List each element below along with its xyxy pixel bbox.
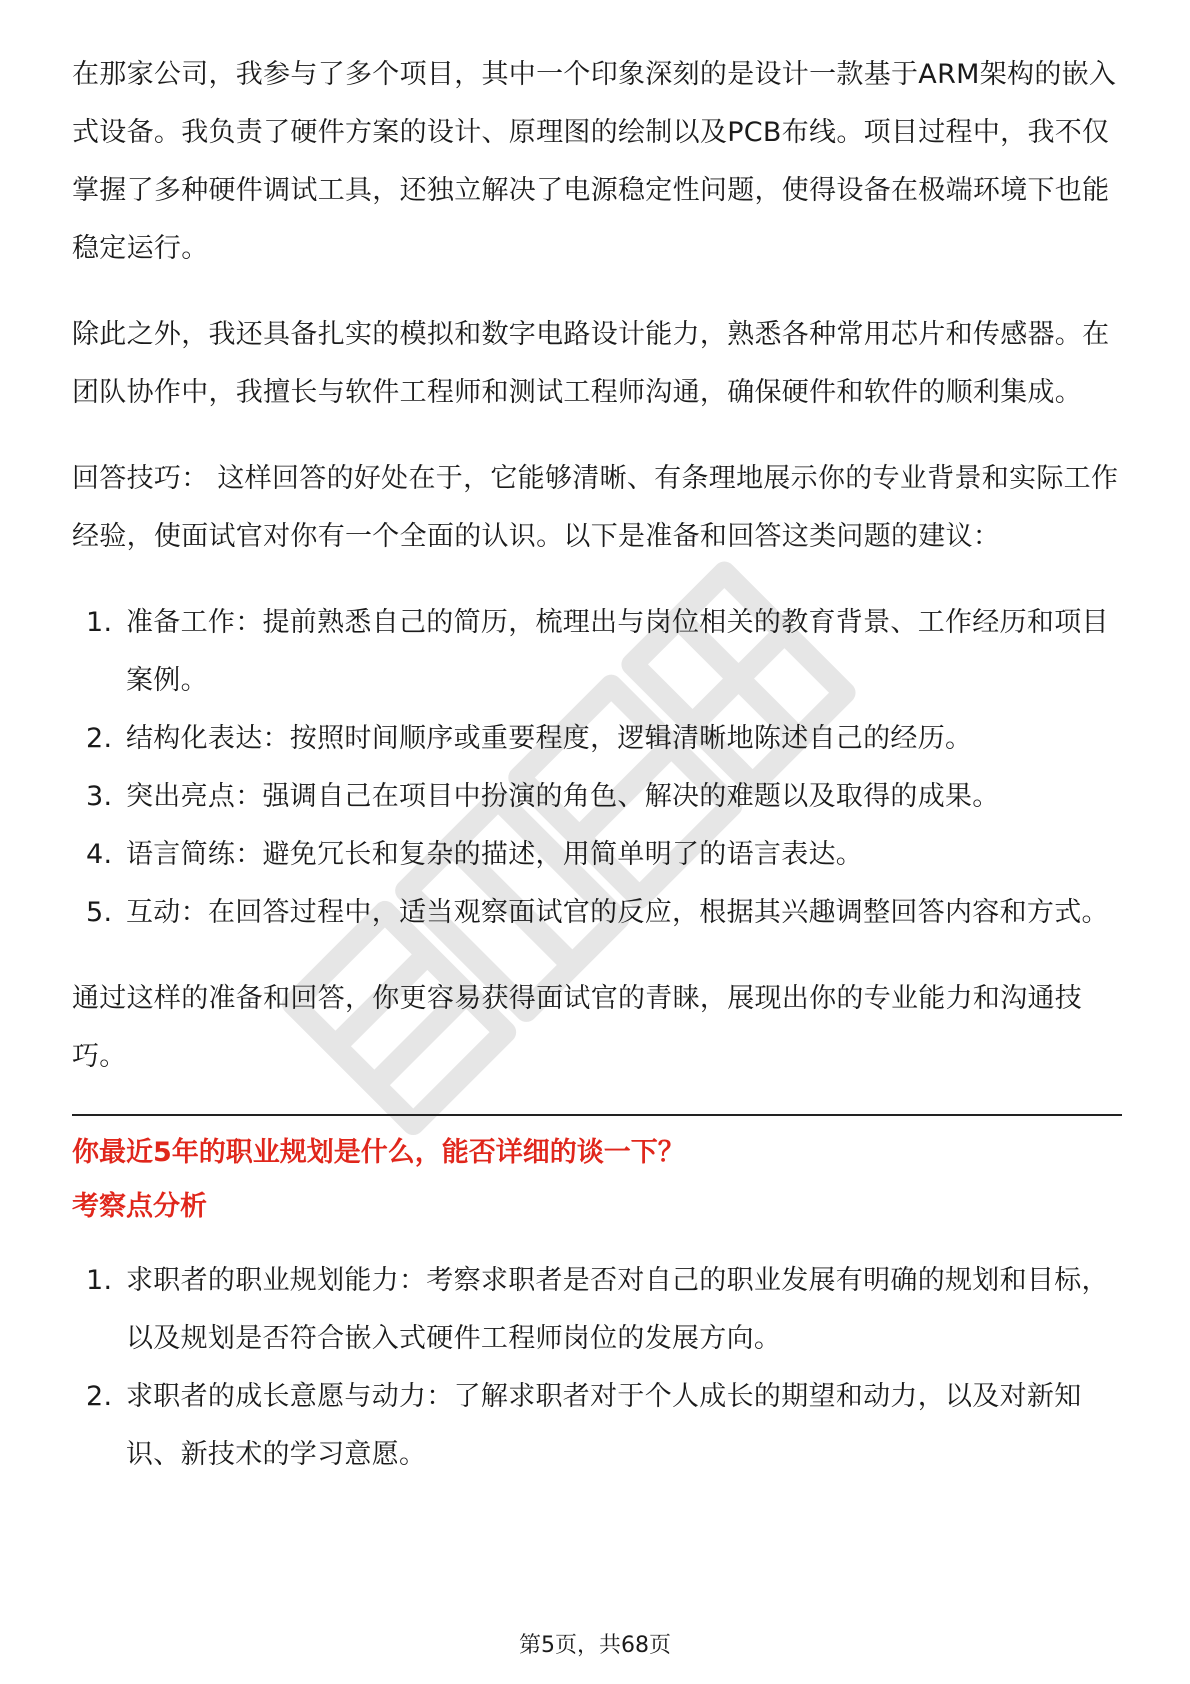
list-text: 准备工作：提前熟悉自己的简历，梳理出与岗位相关的教育背景、工作经历和项目案例。 <box>126 607 1109 696</box>
list-number: 1. <box>86 607 113 638</box>
page-number-footer: 第5页，共68页 <box>519 1633 671 1658</box>
list-text: 语言简练：避免冗长和复杂的描述，用简单明了的语言表达。 <box>126 839 864 870</box>
question-heading: 你最近5年的职业规划是什么，能否详细的谈一下？ <box>72 1137 685 1168</box>
section-divider <box>72 1114 1122 1116</box>
list-text: 突出亮点：强调自己在项目中扮演的角色、解决的难题以及取得的成果。 <box>126 781 1000 812</box>
list-item <box>72 768 1122 826</box>
list-text: 互动：在回答过程中，适当观察面试官的反应，根据其兴趣调整回答内容和方式。 <box>126 897 1109 928</box>
analysis-heading: 考察点分析 <box>72 1191 207 1222</box>
list-item <box>72 826 1122 884</box>
list-item <box>72 1252 1122 1368</box>
paragraph-closing: 通过这样的准备和回答，你更容易获得面试官的青睐，展现出你的专业能力和沟通技巧。 <box>72 983 1083 1072</box>
list-item <box>72 884 1122 942</box>
paragraph-answer-tips: 回答技巧： 这样回答的好处在于，它能够清晰、有条理地展示你的专业背景和实际工作经验，使面试官对你有一个全面的认识。以下是准备和回答这类问题的建议： <box>72 463 1119 552</box>
list-number: 3. <box>86 781 113 812</box>
list-item <box>72 1368 1122 1484</box>
list-text: 求职者的职业规划能力：考察求职者是否对自己的职业发展有明确的规划和目标，以及规划是否符合嵌入式硬件工程师岗位的发展方向。 <box>126 1265 1109 1354</box>
list-text: 求职者的成长意愿与动力：了解求职者对于个人成长的期望和动力，以及对新知识、新技术的学习意愿。 <box>126 1381 1082 1470</box>
list-text: 结构化表达：按照时间顺序或重要程度，逻辑清晰地陈述自己的经历。 <box>126 723 973 754</box>
paragraph-project-experience: 在那家公司，我参与了多个项目，其中一个印象深刻的是设计一款基于ARM架构的嵌入式设备。我负责了硬件方案的设计、原理图的绘制以及PCB布线。项目过程中，我不仅掌握了多种硬件调试工具，还独立解决了电源稳定性问题，使得设备在极端环境下也能稳定运行。 <box>72 59 1117 264</box>
document-body <box>72 46 1122 1512</box>
list-number: 2. <box>86 723 113 754</box>
tips-list <box>72 594 1122 942</box>
list-item <box>72 710 1122 768</box>
list-number: 5. <box>86 897 113 928</box>
analysis-list <box>72 1252 1122 1484</box>
list-number: 2. <box>86 1381 113 1412</box>
list-number: 1. <box>86 1265 113 1296</box>
paragraph-skills: 除此之外，我还具备扎实的模拟和数字电路设计能力，熟悉各种常用芯片和传感器。在团队协作中，我擅长与软件工程师和测试工程师沟通，确保硬件和软件的顺利集成。 <box>72 319 1110 408</box>
list-item <box>72 594 1122 710</box>
list-number: 4. <box>86 839 113 870</box>
